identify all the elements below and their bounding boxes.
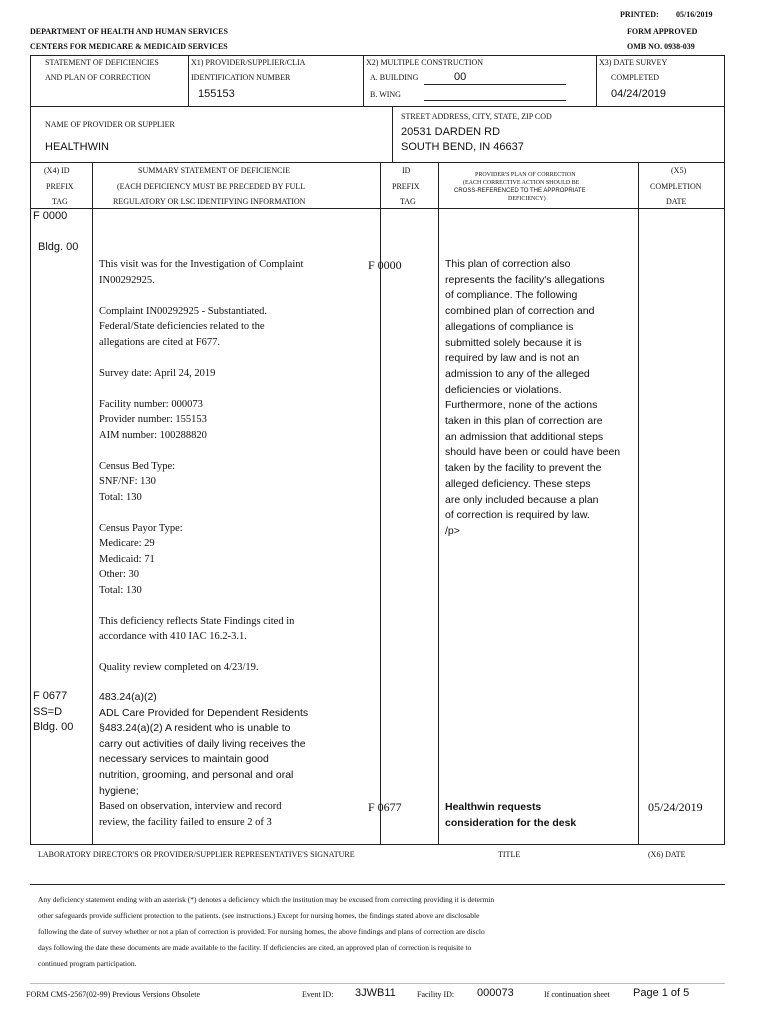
grid-line — [30, 55, 725, 56]
x4-header-2: PREFIX — [46, 182, 74, 191]
grid-line — [188, 55, 189, 106]
address-label: STREET ADDRESS, CITY, STATE, ZIP COD — [401, 112, 552, 121]
id-header: ID — [402, 166, 411, 175]
grid-line — [30, 162, 725, 163]
id-header-3: TAG — [400, 197, 416, 206]
grid-line — [596, 55, 597, 106]
x3-sublabel: COMPLETED — [611, 73, 659, 82]
building-underline — [424, 84, 566, 85]
grid-line — [363, 55, 364, 106]
department-title: DEPARTMENT OF HEALTH AND HUMAN SERVICES — [30, 27, 228, 36]
centers-title: CENTERS FOR MEDICARE & MEDICAID SERVICES — [30, 42, 228, 51]
f0677-regulation-text: 483.24(a)(2) ADL Care Provided for Dependent Residents §483.24(a)(2) A resident who is unable to carry out activities of daily living receives the necessary services to maintain good nutrition, grooming, and personal and oral hygiene; — [99, 691, 309, 797]
wing-label: B. WING — [370, 90, 401, 99]
summary-text: This visit was for the Investigation of Complaint IN00292925. Complaint IN00292925 - Substantiated. Federal/State deficiencies related to the allegations are cited at F677. Survey date: April 24, 2019 Facility number: 000073 Provider number: 155153 AIM number: 100288820 Census Bed Type: SNF/NF: 130 Total: 130 Census Payor Type: Medicare: 29 Medicaid: 71 Other: 30 Total: 130 This deficiency reflects State Findings cited in accordance with 410 IAC 16.2-3.1. Quality review completed on 4/23/19. — [99, 259, 304, 673]
footer-divider — [30, 884, 725, 885]
form-id: FORM CMS-2567(02-99) Previous Versions Obsolete — [26, 990, 201, 999]
continuation-label: If continuation sheet — [544, 990, 610, 999]
address-line-2: SOUTH BEND, IN 46637 — [401, 141, 524, 153]
disclaimer-text: Any deficiency statement ending with an asterisk (*) denotes a deficiency which the institution may be excused from correcting providing it is determin other safeguards provide sufficient protection to the patients. (see instructions.) Except for nursing homes, the findings stated above are disclosable following the date of survey whether or not a plan of correction is provided. For nursing homes, the above findings and plans of correction are disclo days following the date these documents are made available to the facility. If deficiencies are cited, an approved plan of correction is requisite to continued program participation. — [38, 895, 495, 968]
statement-label: STATEMENT OF DEFICIENCIES — [45, 58, 159, 67]
address-line-1: 20531 DARDEN RD — [401, 126, 501, 138]
grid-line — [438, 162, 439, 845]
grid-line — [30, 208, 725, 209]
x1-sublabel: IDENTIFICATION NUMBER — [191, 73, 291, 82]
event-id-label: Event ID: — [302, 990, 334, 999]
survey-date-value: 04/24/2019 — [611, 88, 667, 100]
plan-of-correction-text: This plan of correction also represents the facility's allegations of compliance. The following combined plan of correction and allegations of compliance is submitted solely because it is required by law and is not an admission to any of the alleged deficiencies or violations. Furthermore, none of the actions taken in this plan of correction are an admission that additional steps should have been or could have been taken by the facility to prevent the alleged deficiency. These steps are only included because a plan of correction is required by law. /p> — [445, 258, 621, 537]
plan-f0677-text: Healthwin requests consideration for the desk — [445, 801, 577, 829]
x5-header-3: DATE — [666, 197, 687, 206]
building-value: 00 — [454, 71, 467, 83]
plan-header-4: DEFICIENCY) — [508, 196, 546, 202]
title-label: TITLE — [498, 850, 521, 859]
summary-header-3: REGULATORY OR LSC IDENTIFYING INFORMATION — [113, 197, 306, 206]
summary-header: SUMMARY STATEMENT OF DEFICIENCIE — [138, 166, 291, 175]
tag-f0000: F 0000 — [33, 210, 68, 222]
id-tag-f0677: F 0677 — [368, 800, 402, 814]
facility-id-value: 000073 — [477, 987, 514, 999]
plan-header-3: CROSS-REFERENCED TO THE APPROPRIATE — [454, 188, 586, 194]
grid-line — [392, 106, 393, 162]
provider-name: HEALTHWIN — [45, 141, 109, 153]
event-id-value: 3JWB11 — [355, 987, 396, 999]
id-header-2: PREFIX — [392, 182, 420, 191]
grid-line — [638, 162, 639, 845]
x4-header: (X4) ID — [44, 166, 70, 175]
printed-date: 05/16/2019 — [676, 10, 713, 19]
signature-label: LABORATORY DIRECTOR'S OR PROVIDER/SUPPLIER REPRESENTATIVE'S SIGNATURE — [38, 850, 355, 859]
x2-label: X2) MULTIPLE CONSTRUCTION — [366, 58, 484, 67]
facility-id-label: Facility ID: — [417, 990, 455, 999]
grid-line — [30, 106, 725, 107]
grid-line — [30, 844, 725, 845]
grid-line — [30, 55, 31, 845]
building-label: A. BUILDING — [370, 73, 419, 82]
wing-underline — [424, 100, 566, 101]
completion-date: 05/24/2019 — [648, 800, 703, 814]
tag-f0677-block: F 0677 SS=D Bldg. 00 — [33, 690, 74, 733]
plan-header-2: (EACH CORRECTIVE ACTION SHOULD BE — [463, 180, 580, 186]
printed-label: PRINTED: — [620, 10, 659, 19]
x4-header-3: TAG — [52, 197, 68, 206]
grid-line — [724, 55, 725, 845]
id-tag-f0000: F 0000 — [368, 258, 402, 272]
x5-header: (X5) — [671, 166, 687, 175]
x6-date-label: (X6) DATE — [648, 850, 686, 859]
footer-divider-2 — [30, 983, 725, 984]
x5-header-2: COMPLETION — [650, 182, 702, 191]
provider-id-value: 155153 — [198, 88, 235, 100]
form-approved: FORM APPROVED — [627, 27, 698, 36]
statement-label-2: AND PLAN OF CORRECTION — [45, 73, 151, 82]
x3-label: X3) DATE SURVEY — [599, 58, 668, 67]
f0677-findings-text: Based on observation, interview and record review, the facility failed to ensure 2 of 3 — [99, 801, 282, 828]
x1-label: X1) PROVIDER/SUPPLIER/CLIA — [191, 58, 306, 67]
grid-line — [92, 162, 93, 845]
plan-header: PROVIDER'S PLAN OF CORRECTION — [475, 172, 576, 178]
provider-name-label: NAME OF PROVIDER OR SUPPLIER — [45, 120, 175, 129]
page-number: Page 1 of 5 — [633, 987, 690, 999]
bldg-label: Bldg. 00 — [38, 241, 79, 253]
omb-number: OMB NO. 0938-039 — [627, 42, 695, 51]
summary-header-2: (EACH DEFICIENCY MUST BE PRECEDED BY FULL — [117, 182, 306, 191]
